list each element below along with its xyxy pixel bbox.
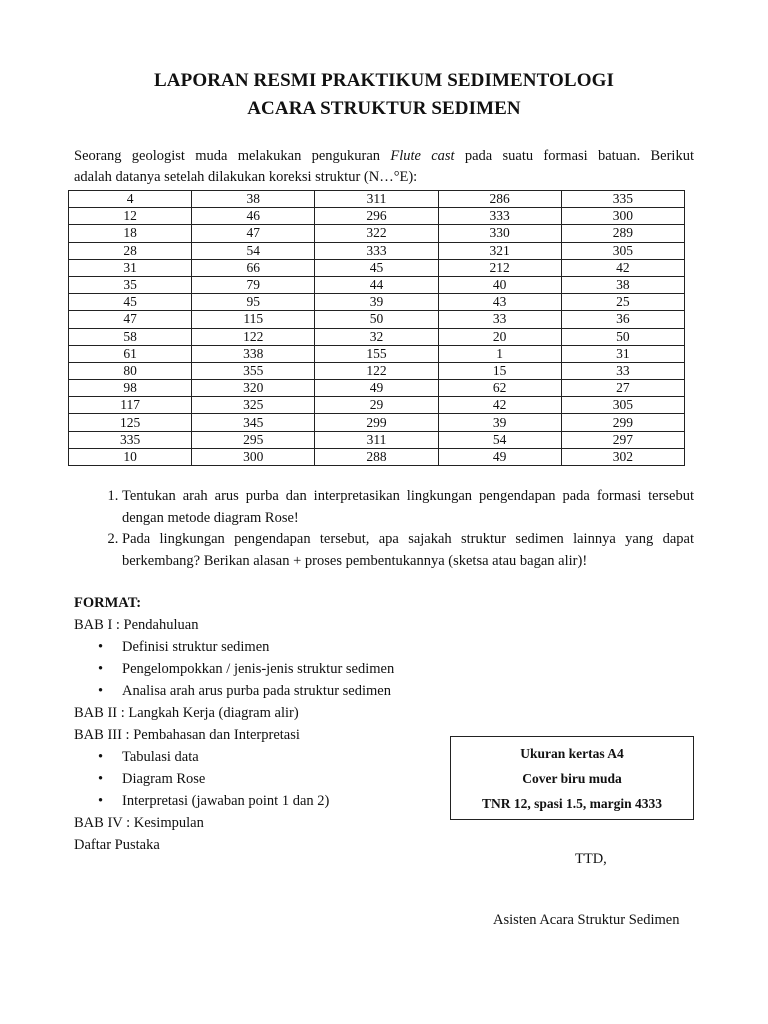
bullet-icon: • <box>98 683 104 699</box>
table-cell: 42 <box>438 397 561 414</box>
task-list <box>74 486 694 572</box>
bab-3-list <box>74 746 454 812</box>
table-row <box>69 191 685 208</box>
table-row <box>69 448 685 465</box>
table-row <box>69 276 685 293</box>
format-header: FORMAT: <box>74 595 142 611</box>
document-title: LAPORAN RESMI PRAKTIKUM SEDIMENTOLOGI <box>154 70 614 91</box>
table-cell: 299 <box>315 414 438 431</box>
table-cell: 295 <box>192 431 315 448</box>
table-cell: 33 <box>561 362 684 379</box>
table-cell: 50 <box>315 311 438 328</box>
table-cell: 46 <box>192 208 315 225</box>
table-row <box>69 328 685 345</box>
table-cell: 36 <box>561 311 684 328</box>
bullet-icon: • <box>98 749 104 765</box>
table-cell: 33 <box>438 311 561 328</box>
intro-line-1 <box>74 146 694 167</box>
table-cell: 305 <box>561 397 684 414</box>
font-spacing-note: TNR 12, spasi 1.5, margin 4333 <box>481 796 662 811</box>
bab-1: BAB I : Pendahuluan <box>74 617 199 633</box>
task-item-2: 2. Pada lingkungan pengendapan tersebut, apa sajakah struktur sedimen lainnya yang dapat berkembang? Berikan alasan + proses pembentukannya (sketsa atau bagan alir)! <box>122 529 694 572</box>
table-cell: 45 <box>315 259 438 276</box>
table-cell: 47 <box>69 311 192 328</box>
table-cell: 311 <box>315 431 438 448</box>
table-cell: 50 <box>561 328 684 345</box>
table-cell: 79 <box>192 276 315 293</box>
table-cell: 47 <box>192 225 315 242</box>
table-cell: 333 <box>438 208 561 225</box>
table-row <box>69 259 685 276</box>
table-cell: 31 <box>69 259 192 276</box>
table-row <box>69 431 685 448</box>
table-cell: 25 <box>561 294 684 311</box>
table-cell: 1 <box>438 345 561 362</box>
table-cell: 38 <box>192 191 315 208</box>
table-cell: 58 <box>69 328 192 345</box>
table-cell: 80 <box>69 362 192 379</box>
table-row <box>69 380 685 397</box>
table-cell: 49 <box>438 448 561 465</box>
list-item: • Tabulasi data <box>122 746 454 768</box>
signature-label: TTD, <box>575 851 607 867</box>
bullet-icon: • <box>98 793 104 809</box>
table-row <box>69 362 685 379</box>
table-cell: 115 <box>192 311 315 328</box>
table-cell: 289 <box>561 225 684 242</box>
table-row <box>69 311 685 328</box>
table-row <box>69 345 685 362</box>
requirements-box <box>450 736 694 820</box>
signature-name: Asisten Acara Struktur Sedimen <box>493 912 680 928</box>
table-cell: 321 <box>438 242 561 259</box>
table-cell: 212 <box>438 259 561 276</box>
bullet-icon: • <box>98 639 104 655</box>
bullet-icon: • <box>98 661 104 677</box>
table-cell: 300 <box>561 208 684 225</box>
daftar-pustaka: Daftar Pustaka <box>74 837 160 853</box>
table-cell: 155 <box>315 345 438 362</box>
table-cell: 355 <box>192 362 315 379</box>
table-cell: 296 <box>315 208 438 225</box>
table-cell: 299 <box>561 414 684 431</box>
cover-color-note: Cover biru muda <box>522 771 622 786</box>
table-cell: 10 <box>69 448 192 465</box>
intro-flute-cast: Flute cast <box>390 148 455 164</box>
table-row <box>69 208 685 225</box>
table-cell: 300 <box>192 448 315 465</box>
table-cell: 338 <box>192 345 315 362</box>
table-cell: 38 <box>561 276 684 293</box>
table-cell: 29 <box>315 397 438 414</box>
table-cell: 335 <box>561 191 684 208</box>
intro-paragraph <box>74 146 694 188</box>
table-cell: 330 <box>438 225 561 242</box>
table-cell: 20 <box>438 328 561 345</box>
table-cell: 117 <box>69 397 192 414</box>
table-cell: 12 <box>69 208 192 225</box>
table-cell: 302 <box>561 448 684 465</box>
table-cell: 31 <box>561 345 684 362</box>
table-cell: 28 <box>69 242 192 259</box>
bab-3: BAB III : Pembahasan dan Interpretasi <box>74 727 300 743</box>
table-cell: 39 <box>438 414 561 431</box>
intro-text-b: pada suatu formasi batuan. Berikut <box>454 148 694 164</box>
format-section <box>74 592 454 856</box>
bab-4: BAB IV : Kesimpulan <box>74 815 204 831</box>
table-cell: 44 <box>315 276 438 293</box>
list-item: • Definisi struktur sedimen <box>122 636 454 658</box>
table-cell: 320 <box>192 380 315 397</box>
table-row <box>69 225 685 242</box>
table-cell: 322 <box>315 225 438 242</box>
table-row <box>69 414 685 431</box>
paper-size-note: Ukuran kertas A4 <box>520 746 624 761</box>
bullet-icon: • <box>98 771 104 787</box>
table-cell: 45 <box>69 294 192 311</box>
table-cell: 15 <box>438 362 561 379</box>
list-item: • Diagram Rose <box>122 768 454 790</box>
document-subtitle: ACARA STRUKTUR SEDIMEN <box>247 98 521 119</box>
bab-2: BAB II : Langkah Kerja (diagram alir) <box>74 705 299 721</box>
table-cell: 54 <box>192 242 315 259</box>
table-cell: 66 <box>192 259 315 276</box>
table-cell: 18 <box>69 225 192 242</box>
table-cell: 35 <box>69 276 192 293</box>
table-cell: 27 <box>561 380 684 397</box>
table-cell: 335 <box>69 431 192 448</box>
table-cell: 333 <box>315 242 438 259</box>
table-cell: 325 <box>192 397 315 414</box>
table-cell: 125 <box>69 414 192 431</box>
table-cell: 40 <box>438 276 561 293</box>
list-item: • Pengelompokkan / jenis-jenis struktur sedimen <box>122 658 454 680</box>
table-cell: 122 <box>315 362 438 379</box>
table-cell: 42 <box>561 259 684 276</box>
table-cell: 122 <box>192 328 315 345</box>
table-cell: 297 <box>561 431 684 448</box>
intro-line-2: adalah datanya setelah dilakukan koreksi struktur (N…°E): <box>74 169 418 185</box>
table-cell: 288 <box>315 448 438 465</box>
table-row <box>69 242 685 259</box>
table-cell: 54 <box>438 431 561 448</box>
table-cell: 49 <box>315 380 438 397</box>
table-cell: 39 <box>315 294 438 311</box>
table-cell: 286 <box>438 191 561 208</box>
table-cell: 61 <box>69 345 192 362</box>
table-cell: 95 <box>192 294 315 311</box>
table-cell: 311 <box>315 191 438 208</box>
intro-text-a: Seorang geologist muda melakukan pengukuran <box>74 148 391 164</box>
list-item: • Analisa arah arus purba pada struktur sedimen <box>122 680 454 702</box>
table-cell: 62 <box>438 380 561 397</box>
table-cell: 32 <box>315 328 438 345</box>
list-item: • Interpretasi (jawaban point 1 dan 2) <box>122 790 454 812</box>
bab-1-list <box>74 636 454 702</box>
measurement-table <box>68 190 685 466</box>
table-cell: 43 <box>438 294 561 311</box>
table-cell: 4 <box>69 191 192 208</box>
table-row <box>69 397 685 414</box>
table-cell: 305 <box>561 242 684 259</box>
table-cell: 98 <box>69 380 192 397</box>
table-cell: 345 <box>192 414 315 431</box>
task-item-1: 1. Tentukan arah arus purba dan interpretasikan lingkungan pengendapan pada formasi tersebut dengan metode diagram Rose! <box>122 486 694 529</box>
table-row <box>69 294 685 311</box>
